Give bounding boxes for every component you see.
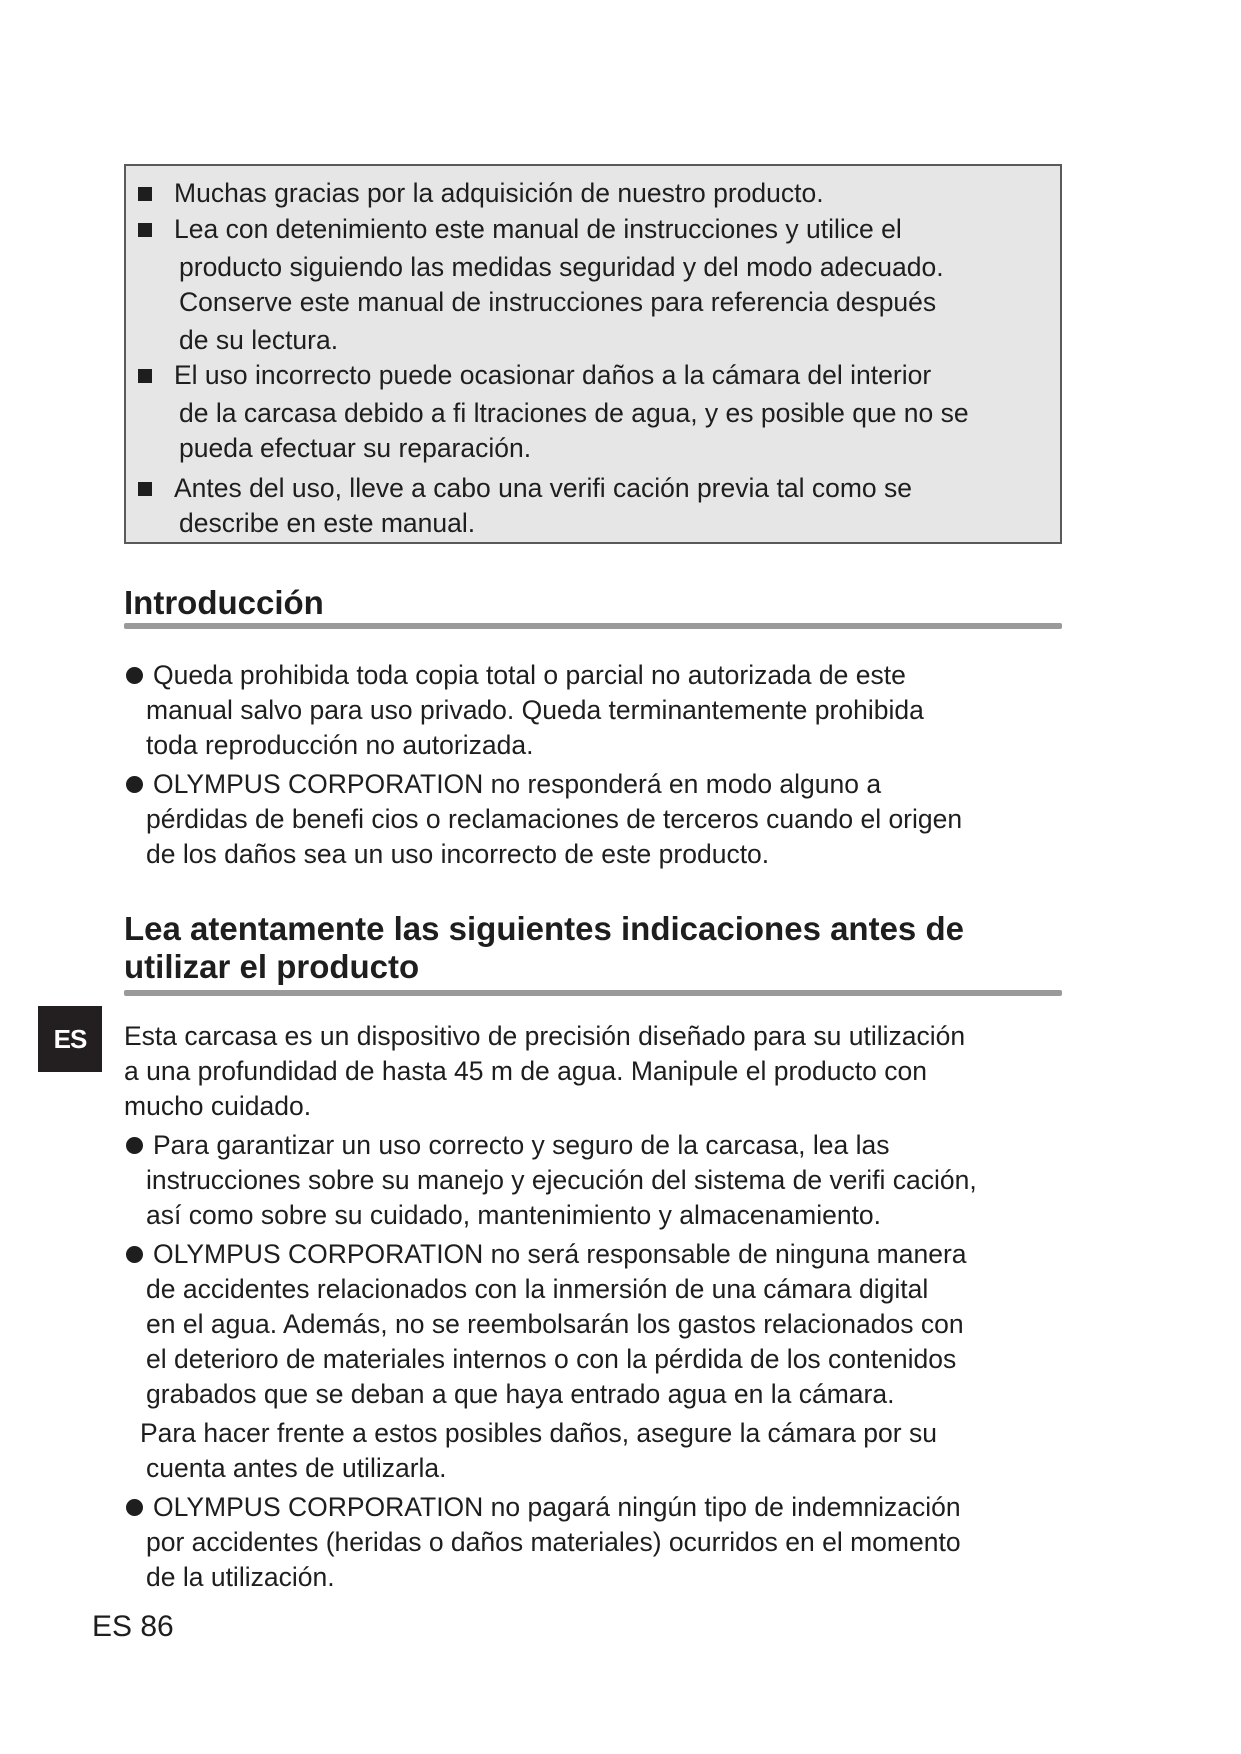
read-bullet-line: el deterioro de materiales internos o con la pérdida de los contenidos bbox=[146, 1344, 957, 1374]
read-note-line: Para hacer frente a estos posibles daños, asegure la cámara por su bbox=[140, 1418, 937, 1448]
bullet-dot-icon bbox=[126, 1246, 143, 1263]
notice-line: pueda efectuar su reparación. bbox=[179, 433, 532, 463]
read-bullet-line: de la utilización. bbox=[146, 1562, 335, 1592]
read-bullet-line: en el agua. Además, no se reembolsarán los gastos relacionados con bbox=[146, 1309, 964, 1339]
section-title-lea-atentamente: Lea atentamente las siguientes indicaciones antes de bbox=[124, 910, 964, 947]
read-bullet-line: Para garantizar un uso correcto y seguro de la carcasa, lea las bbox=[153, 1130, 890, 1160]
paragraph-line: mucho cuidado. bbox=[124, 1091, 312, 1121]
section-title-introduccion: Introducción bbox=[124, 584, 324, 621]
notice-line: El uso incorrecto puede ocasionar daños a la cámara del interior bbox=[174, 360, 932, 390]
read-bullet-line: OLYMPUS CORPORATION no pagará ningún tipo de indemnización bbox=[153, 1492, 961, 1522]
square-bullet-icon bbox=[138, 482, 152, 496]
bullet-dot-icon bbox=[126, 776, 143, 793]
notice-line: de la carcasa debido a fi ltraciones de agua, y es posible que no se bbox=[179, 398, 969, 428]
intro-bullet-line: de los daños sea un uso incorrecto de este producto. bbox=[146, 839, 770, 869]
intro-bullet-line: manual salvo para uso privado. Queda terminantemente prohibida bbox=[146, 695, 924, 725]
language-tab: ES bbox=[38, 1006, 102, 1072]
read-bullet-line: así como sobre su cuidado, mantenimiento y almacenamiento. bbox=[146, 1200, 882, 1230]
notice-line: Antes del uso, lleve a cabo una verifi cación previa tal como se bbox=[174, 473, 912, 503]
page-number: ES 86 bbox=[92, 1610, 174, 1643]
read-bullet-line: de accidentes relacionados con la inmersión de una cámara digital bbox=[146, 1274, 929, 1304]
bullet-dot-icon bbox=[126, 1137, 143, 1154]
square-bullet-icon bbox=[138, 369, 152, 383]
intro-bullet-line: Queda prohibida toda copia total o parcial no autorizada de este bbox=[153, 660, 906, 690]
paragraph-line: a una profundidad de hasta 45 m de agua. Manipule el producto con bbox=[124, 1056, 927, 1086]
section-rule bbox=[124, 990, 1062, 996]
notice-box bbox=[124, 164, 1062, 544]
read-bullet-line: instrucciones sobre su manejo y ejecución del sistema de verifi cación, bbox=[146, 1165, 977, 1195]
notice-line: Lea con detenimiento este manual de instrucciones y utilice el bbox=[174, 214, 902, 244]
bullet-dot-icon bbox=[126, 667, 143, 684]
intro-bullet-line: toda reproducción no autorizada. bbox=[146, 730, 534, 760]
read-bullet-line: grabados que se deban a que haya entrado agua en la cámara. bbox=[146, 1379, 895, 1409]
intro-bullet-line: OLYMPUS CORPORATION no responderá en modo alguno a bbox=[153, 769, 882, 799]
section-rule bbox=[124, 623, 1062, 629]
notice-line: Conserve este manual de instrucciones para referencia después bbox=[179, 287, 937, 317]
intro-bullet-line: pérdidas de benefi cios o reclamaciones de terceros cuando el origen bbox=[146, 804, 963, 834]
read-note-line: cuenta antes de utilizarla. bbox=[146, 1453, 447, 1483]
notice-line: de su lectura. bbox=[179, 325, 339, 355]
notice-line: Muchas gracias por la adquisición de nuestro producto. bbox=[174, 178, 824, 208]
read-bullet-line: OLYMPUS CORPORATION no será responsable de ninguna manera bbox=[153, 1239, 967, 1269]
section-title-lea-atentamente: utilizar el producto bbox=[124, 948, 420, 985]
read-bullet-line: por accidentes (heridas o daños materiales) ocurridos en el momento bbox=[146, 1527, 961, 1557]
square-bullet-icon bbox=[138, 187, 152, 201]
notice-line: describe en este manual. bbox=[179, 508, 476, 538]
paragraph-line: Esta carcasa es un dispositivo de precisión diseñado para su utilización bbox=[124, 1021, 966, 1051]
bullet-dot-icon bbox=[126, 1499, 143, 1516]
notice-line: producto siguiendo las medidas seguridad y del modo adecuado. bbox=[179, 252, 944, 282]
square-bullet-icon bbox=[138, 223, 152, 237]
